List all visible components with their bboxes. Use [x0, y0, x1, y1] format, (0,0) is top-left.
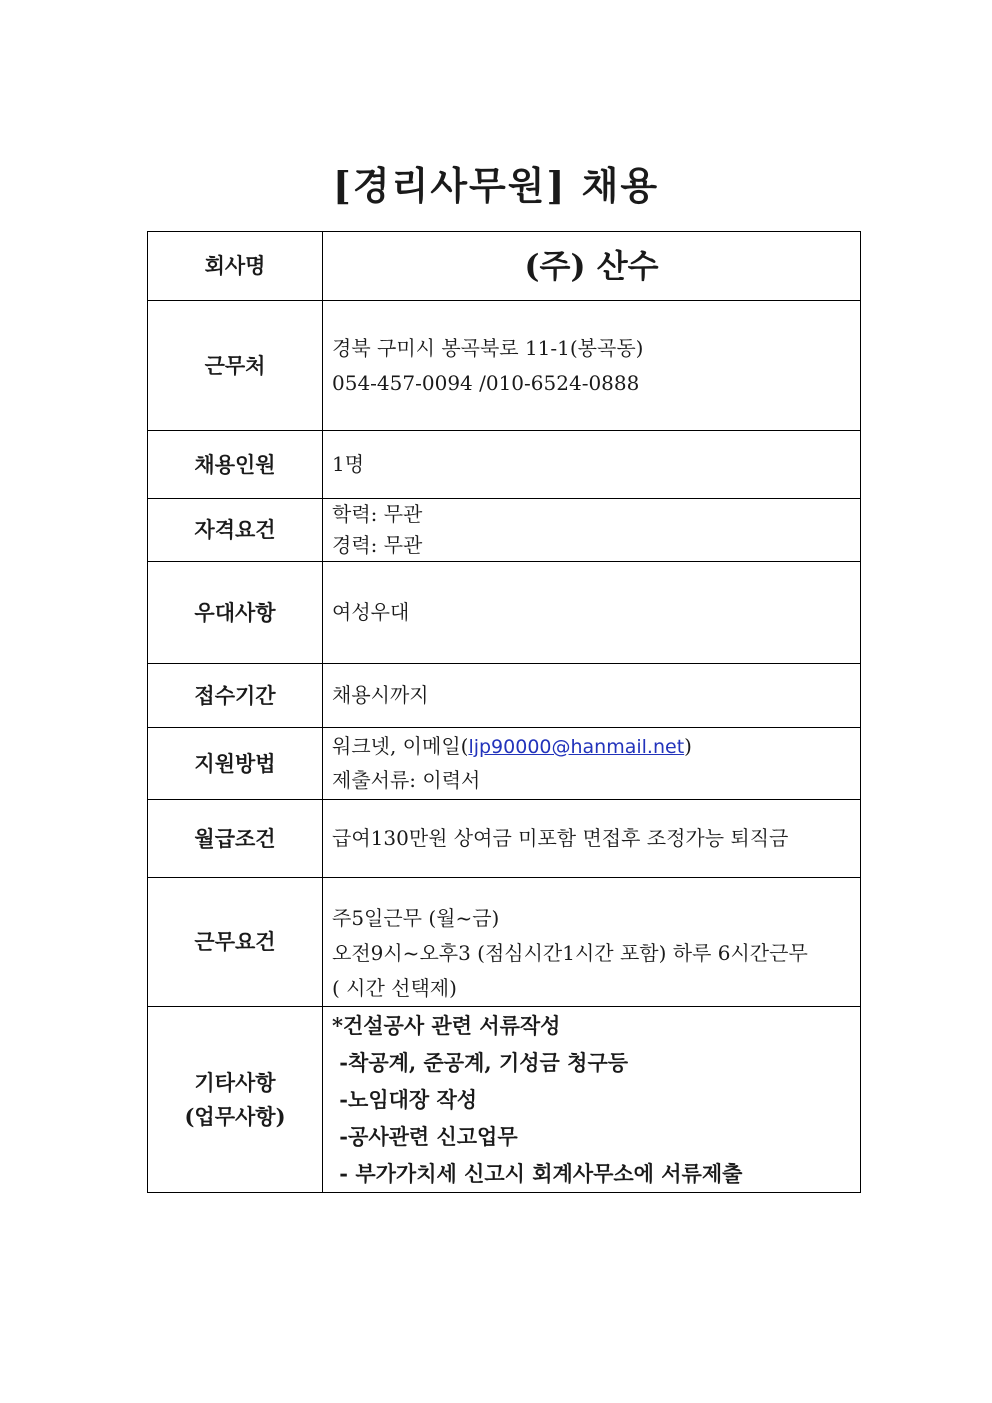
duty-item: -공사관련 신고업무 — [332, 1124, 518, 1149]
duty-list — [323, 1007, 861, 1193]
page-title: [경리사무원] 채용 — [332, 163, 660, 208]
row-salary — [148, 800, 861, 878]
row-qualification — [148, 499, 861, 562]
label-salary: 월급조건 — [148, 800, 323, 878]
label-etc-line1: 기타사항 — [194, 1069, 276, 1095]
qualification-value — [323, 499, 861, 562]
label-headcount: 채용인원 — [148, 431, 323, 499]
duty-item: -착공계, 준공계, 기성금 청구등 — [332, 1050, 629, 1075]
duty-item: - 부가가치세 신고시 회계사무소에 서류제출 — [332, 1161, 743, 1186]
label-company: 회사명 — [148, 232, 323, 301]
label-preference: 우대사항 — [148, 562, 323, 664]
row-preference — [148, 562, 861, 664]
conditions-type: ( 시간 선택제) — [332, 976, 457, 1000]
apply-value — [323, 728, 861, 800]
row-conditions — [148, 878, 861, 1007]
apply-method-prefix: 워크넷, 이메일( — [332, 734, 469, 758]
recruitment-table — [147, 231, 861, 1193]
workplace-value — [323, 301, 861, 431]
conditions-value — [323, 878, 861, 1007]
workplace-address: 경북 구미시 봉곡북로 11-1(봉곡동) — [332, 335, 644, 360]
workplace-phone: 054-457-0094 /010-6524-0888 — [332, 370, 640, 395]
apply-method — [332, 730, 860, 764]
row-workplace — [148, 301, 861, 431]
label-apply: 지원방법 — [148, 728, 323, 800]
row-headcount — [148, 431, 861, 499]
row-etc — [148, 1007, 861, 1193]
qualification-experience: 경력: 무관 — [332, 533, 423, 557]
conditions-days: 주5일근무 (월~금) — [332, 906, 500, 930]
row-apply — [148, 728, 861, 800]
period-value: 채용시까지 — [323, 664, 861, 728]
email-link[interactable]: ljp90000@hanmail.net — [468, 736, 685, 758]
label-conditions: 근무요건 — [148, 878, 323, 1007]
conditions-hours: 오전9시~오후3 (점심시간1시간 포함) 하루 6시간근무 — [332, 941, 808, 965]
company-name: (주) 산수 — [323, 232, 861, 301]
preference-value: 여성우대 — [323, 562, 861, 664]
qualification-education: 학력: 무관 — [332, 502, 423, 526]
duty-item: -노임대장 작성 — [332, 1087, 478, 1112]
duty-item: *건설공사 관련 서류작성 — [332, 1013, 561, 1038]
apply-method-suffix: ) — [684, 734, 692, 758]
label-etc-line2: (업무사항) — [184, 1103, 286, 1129]
label-qualification: 자격요건 — [148, 499, 323, 562]
headcount-value: 1명 — [323, 431, 861, 499]
row-period — [148, 664, 861, 728]
row-company — [148, 232, 861, 301]
label-workplace: 근무처 — [148, 301, 323, 431]
label-period: 접수기간 — [148, 664, 323, 728]
apply-documents: 제출서류: 이력서 — [332, 768, 481, 792]
label-etc — [148, 1007, 323, 1193]
salary-value: 급여130만원 상여금 미포함 면접후 조정가능 퇴직금 — [323, 800, 861, 878]
